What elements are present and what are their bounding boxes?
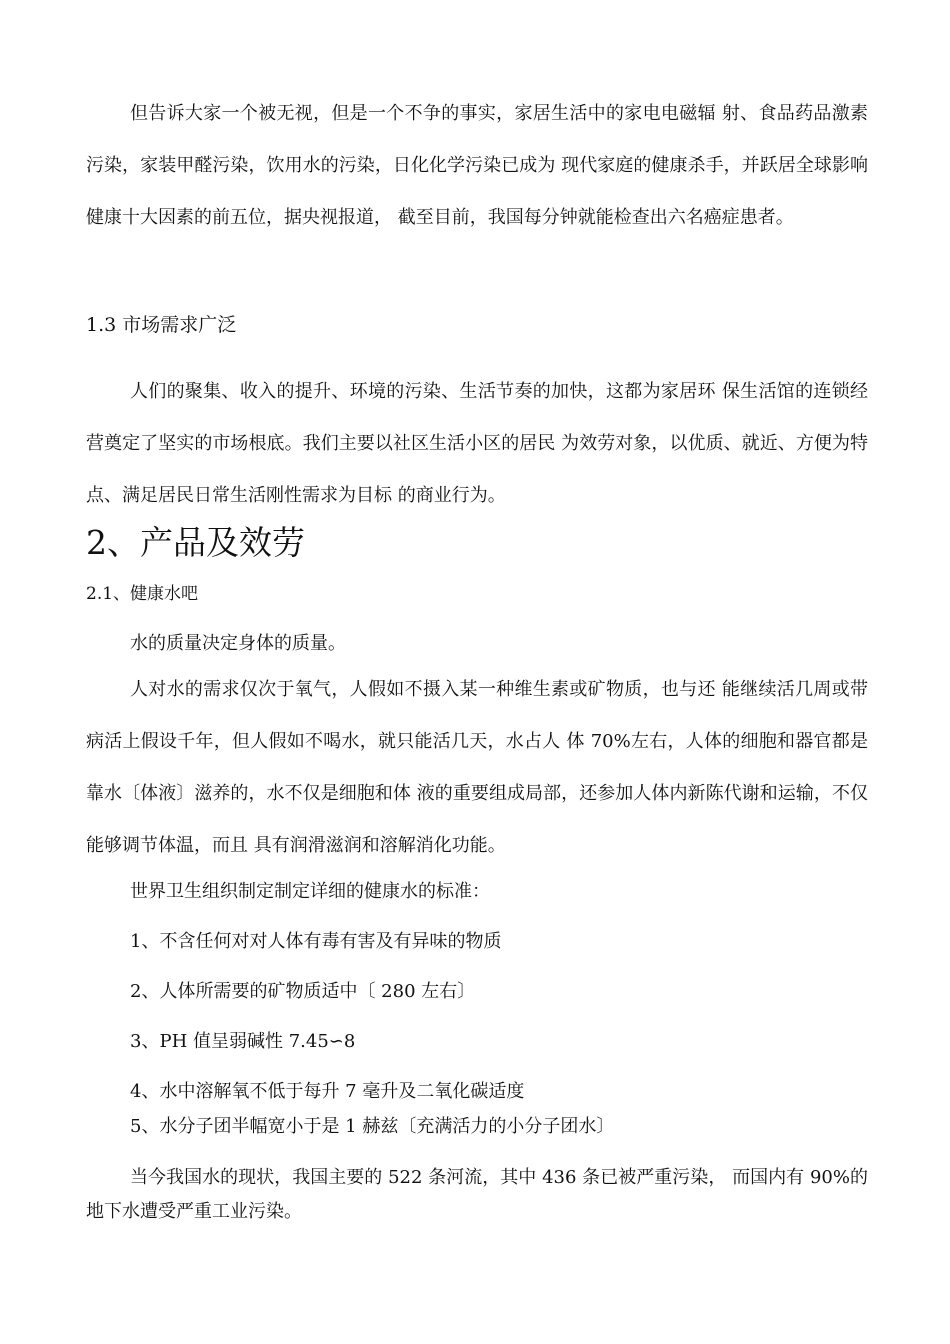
standard-item-2: 2、人体所需要的矿物质适中〔 280 左右〕	[130, 981, 476, 1002]
standard-item-4: 4、水中溶解氧不低于每升 7 毫升及二氧化碳适度	[130, 1081, 525, 1102]
paragraph-health-hazards: 但告诉大家一个被无视，但是一个不争的事实，家居生活中的家电电磁辐 射、食品药品激素污染，家装甲醛污染，饮用水的污染，日化化学污染已成为 现代家庭的健康杀手，并跃居全球影响健康十大因素的前五位，据央视报道， 截至目前，我国每分钟就能检查出六名癌症患者。	[86, 103, 868, 228]
standard-item-1: 1、不含任何对对人体有毒有害及有异味的物质	[130, 931, 502, 952]
section-heading-market-demand: 1.3 市场需求广泛	[86, 314, 237, 336]
paragraph-water-pollution-status: 当今我国水的现状，我国主要的 522 条河流，其中 436 条已被严重污染， 而国内有 90%的地下水遭受严重工业污染。	[86, 1167, 868, 1222]
line-who-standard: 世界卫生组织制定制定详细的健康水的标准：	[130, 881, 490, 902]
paragraph-market-foundation: 人们的聚集、收入的提升、环境的污染、生活节奏的加快，这都为家居环 保生活馆的连锁经营奠定了坚实的市场根底。我们主要以社区生活小区的居民 为效劳对象，以优质、就近、方便为特点、满足居民日常生活刚性需求为目标 的商业行为。	[86, 381, 868, 506]
line-water-quality: 水的质量决定身体的质量。	[130, 633, 346, 654]
chapter-heading-products-services: 2、产品及效劳	[86, 523, 305, 562]
section-heading-healthy-water-bar: 2.1、健康水吧	[86, 584, 199, 604]
standard-item-3: 3、PH 值呈弱碱性 7.45∽8	[130, 1031, 356, 1052]
paragraph-water-needs: 人对水的需求仅次于氧气，人假如不摄入某一种维生素或矿物质，也与还 能继续活几周或带病活上假设千年，但人假如不喝水，就只能活几天，水占人 体 70%左右，人体的细胞和器官都是靠水〔体液〕滋养的，水不仅是细胞和体 液的重要组成局部，还参加人体内新陈代谢和运输，不仅能够调节体温，而且 具有润滑滋润和溶解消化功能。	[86, 679, 868, 856]
standard-item-5: 5、水分子团半幅宽小于是 1 赫兹〔充满活力的小分子团水〕	[130, 1116, 615, 1137]
